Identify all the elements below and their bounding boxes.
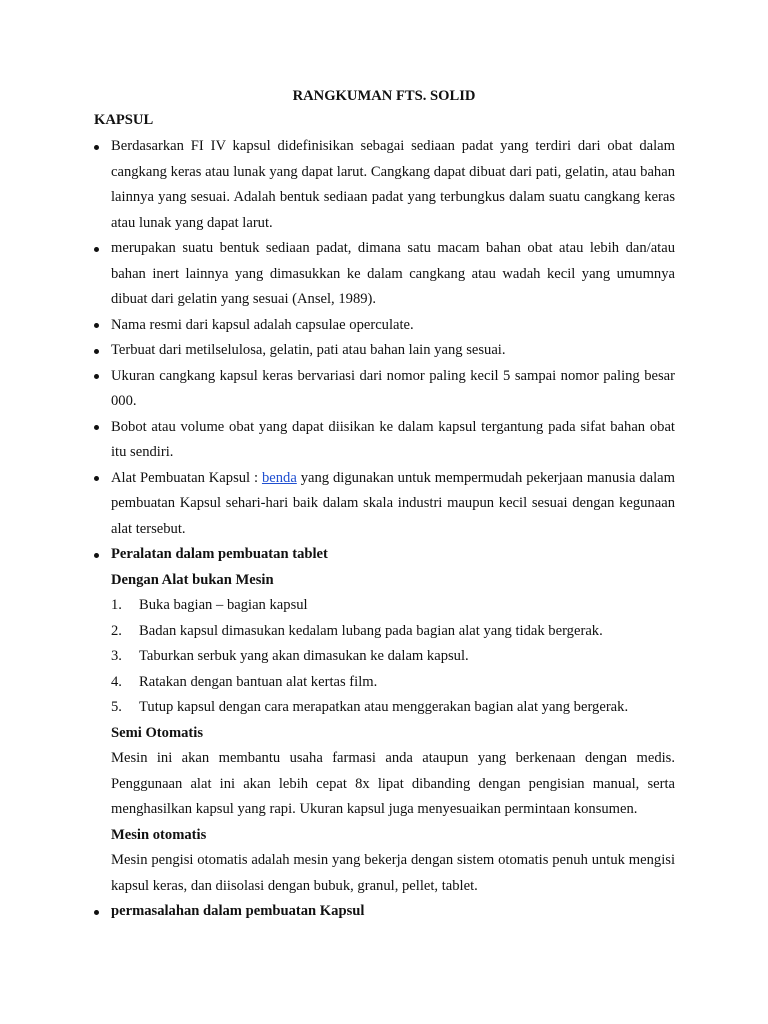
tools-text-before: Alat Pembuatan Kapsul : xyxy=(111,469,262,486)
bullet-materials: Terbuat dari metilselulosa, gelatin, pati atau bahan lain yang sesuai. xyxy=(94,338,675,364)
step-text: Buka bagian – bagian kapsul xyxy=(139,597,308,613)
bullet-description: merupakan suatu bentuk sediaan padat, dimana satu macam bahan obat atau lebih dan/atau bahan inert lainnya yang dimasukkan ke dalam cangkang atau wadah kecil yang umumnya dibuat dari gelatin yang sesuai (Ansel, 1989). xyxy=(94,236,675,313)
bullet-definition: Berdasarkan FI IV kapsul didefinisikan sebagai sediaan padat yang terdiri dari obat dalam cangkang keras atau lunak yang dapat larut. Cangkang dapat dibuat dari pati, gelatin, atau bahan lainnya yang sesuai. Adalah bentuk sediaan padat yang terbungkus dalam suatu cangkang keras atau lunak yang dapat larut. xyxy=(94,134,675,236)
list-item xyxy=(94,593,675,619)
subheading-manual: Dengan Alat bukan Mesin xyxy=(111,571,274,588)
benda-link[interactable]: benda xyxy=(261,469,297,486)
bullet-equipment-heading: Peralatan dalam pembuatan tablet xyxy=(94,542,675,568)
bullet-official-name: Nama resmi dari kapsul adalah capsulae operculate. xyxy=(94,313,675,339)
list-item xyxy=(94,695,675,721)
step-text: Tutup kapsul dengan cara merapatkan atau menggerakan bagian alat yang bergerak. xyxy=(139,699,629,715)
step-number: 4. xyxy=(111,673,122,690)
list-item xyxy=(94,619,675,645)
section-heading: KAPSUL xyxy=(94,112,154,128)
bullet-sizes: Ukuran cangkang kapsul keras bervariasi dari nomor paling kecil 5 sampai nomor paling besar 000. xyxy=(94,364,675,415)
step-number: 1. xyxy=(111,597,122,613)
tools-text-after: yang digunakan untuk mempermudah pekerjaan manusia dalam pembuatan Kapsul sehari-hari baik dalam skala industri maupun kecil sesuai dengan kegunaan alat tersebut. xyxy=(111,469,676,537)
step-number: 3. xyxy=(111,648,122,664)
semi-auto-paragraph: Mesin ini akan membantu usaha farmasi anda ataupun yang berkenaan dengan medis. Penggunaan alat ini akan lebih cepat 8x lipat dibanding dengan pengisian manual, serta menghasilkan kapsul yang rapi. Ukuran kapsul juga menyesuaikan permintaan konsumen. xyxy=(111,750,675,817)
step-text: Ratakan dengan bantuan alat kertas film. xyxy=(139,673,378,690)
bullet-tools xyxy=(94,466,675,543)
list-item xyxy=(94,670,675,696)
page-title: RANGKUMAN FTS. SOLID xyxy=(292,88,476,104)
document-body xyxy=(94,134,675,925)
step-number: 2. xyxy=(111,622,122,639)
step-text: Badan kapsul dimasukan kedalam lubang pada bagian alat yang tidak bergerak. xyxy=(139,622,603,639)
subheading-semi-auto: Semi Otomatis xyxy=(111,724,204,741)
subheading-auto: Mesin otomatis xyxy=(111,826,207,843)
bullet-problems-heading: permasalahan dalam pembuatan Kapsul xyxy=(94,899,675,925)
step-number: 5. xyxy=(111,699,122,715)
bullet-weight: Bobot atau volume obat yang dapat diisikan ke dalam kapsul tergantung pada sifat bahan obat itu sendiri. xyxy=(94,415,675,466)
step-text: Taburkan serbuk yang akan dimasukan ke dalam kapsul. xyxy=(139,648,469,664)
list-item xyxy=(94,644,675,670)
auto-paragraph: Mesin pengisi otomatis adalah mesin yang bekerja dengan sistem otomatis penuh untuk mengisi kapsul keras, dan diisolasi dengan bubuk, granul, pellet, tablet. xyxy=(111,852,675,894)
